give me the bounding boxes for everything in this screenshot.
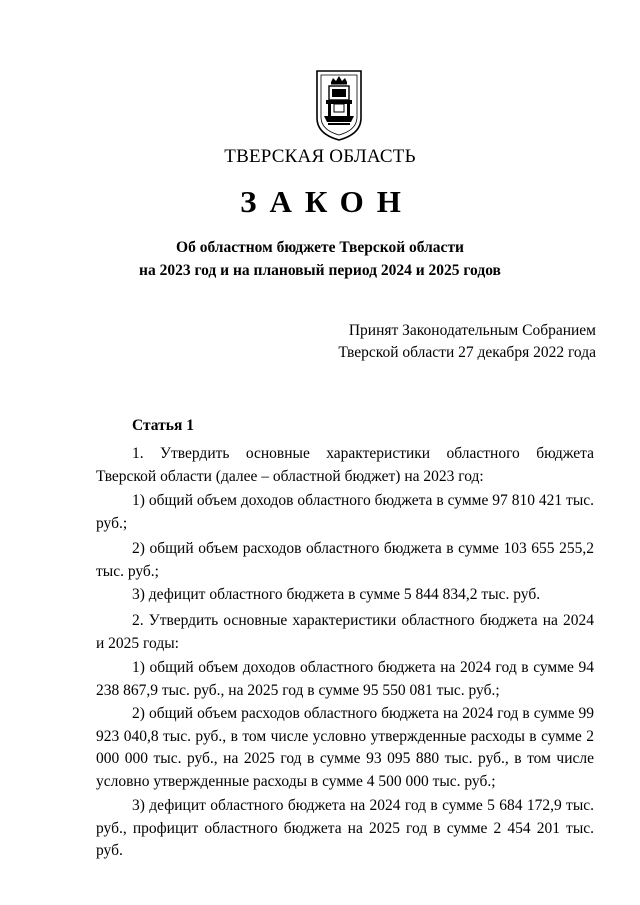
article-title: Статья 1 xyxy=(132,417,194,434)
law-subtitle xyxy=(0,236,640,282)
adoption-note xyxy=(338,320,596,364)
subtitle-line-1: Об областном бюджете Тверской области xyxy=(176,239,464,256)
paragraph xyxy=(96,584,594,607)
document-type-title: ЗАКОН xyxy=(240,184,414,219)
tver-coat-of-arms-icon xyxy=(314,68,364,142)
adoption-line-2: Тверской области 27 декабря 2022 года xyxy=(338,344,596,361)
paragraph xyxy=(96,443,594,488)
paragraph xyxy=(96,795,594,863)
paragraph-text: 3) дефицит областного бюджета в сумме 5 844 834,2 тыс. руб. xyxy=(132,586,541,603)
paragraph-text: 1) общий объем доходов областного бюджета в сумме 97 810 421 тыс. руб.; xyxy=(96,492,594,532)
paragraph-text: 2) общий объем расходов областного бюджета в сумме 103 655 255,2 тыс. руб.; xyxy=(96,540,594,580)
region-name: ТВЕРСКАЯ ОБЛАСТЬ xyxy=(224,146,416,167)
paragraph xyxy=(96,490,594,535)
paragraph xyxy=(96,538,594,583)
paragraph xyxy=(96,657,594,702)
paragraph xyxy=(96,703,594,793)
paragraph-text: 2. Утвердить основные характеристики областного бюджета на 2024 и 2025 годы: xyxy=(96,612,594,652)
adoption-line-1: Принят Законодательным Собранием xyxy=(348,322,596,339)
paragraph xyxy=(96,610,594,655)
paragraph-text: 1. Утвердить основные характеристики областного бюджета Тверской области (далее – областной бюджет) на 2023 год: xyxy=(96,445,594,485)
paragraph-text: 2) общий объем расходов областного бюджета на 2024 год в сумме 99 923 040,8 тыс. руб., в том числе условно утвержденные расходы в сумме 2 000 000 тыс. руб., на 2025 год в сумме 93 095 880 тыс. руб., в том числе условно утвержденные расходы в сумме 4 500 000 тыс. руб.; xyxy=(96,705,594,790)
subtitle-line-2: на 2023 год и на плановый период 2024 и 2025 годов xyxy=(139,262,501,279)
paragraph-text: 1) общий объем доходов областного бюджета на 2024 год в сумме 94 238 867,9 тыс. руб., на 2025 год в сумме 95 550 081 тыс. руб.; xyxy=(96,659,594,699)
paragraph-text: 3) дефицит областного бюджета на 2024 год в сумме 5 684 172,9 тыс. руб., профицит областного бюджета на 2025 год в сумме 2 454 201 тыс. руб. xyxy=(96,797,594,859)
